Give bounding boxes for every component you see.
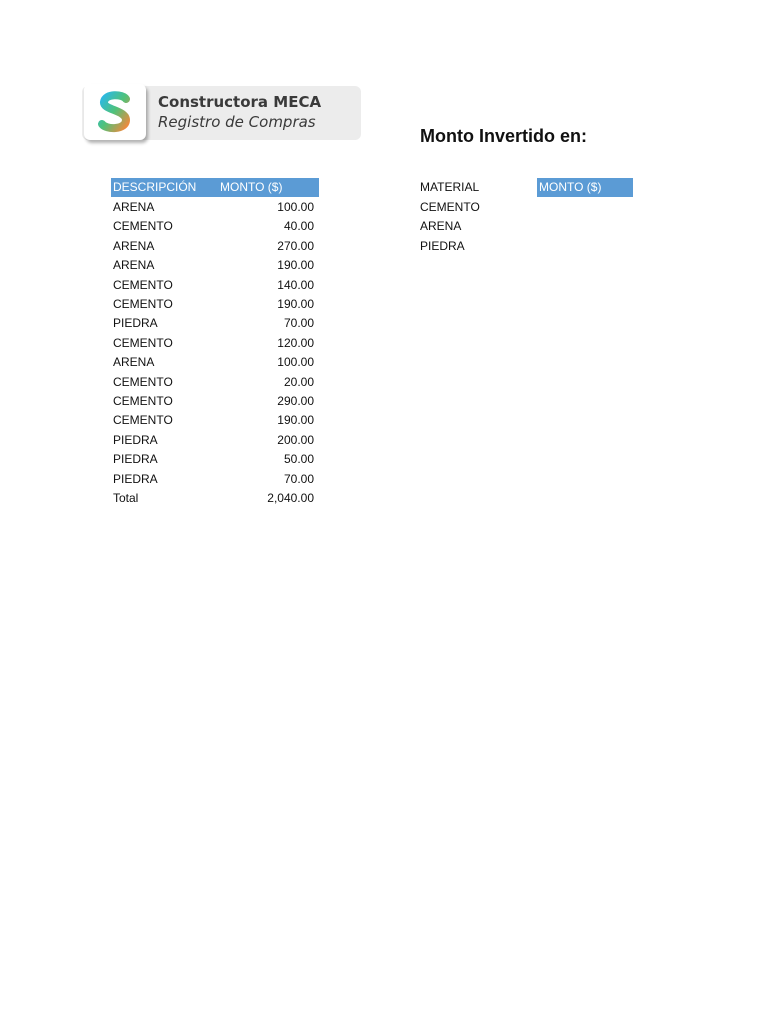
summary-material: CEMENTO <box>420 200 480 214</box>
purchase-description: PIEDRA <box>113 452 158 467</box>
purchase-description: PIEDRA <box>113 432 158 447</box>
purchase-description: CEMENTO <box>113 219 173 234</box>
purchase-description: CEMENTO <box>113 413 173 428</box>
purchase-amount: 20.00 <box>283 374 314 389</box>
purchase-description: ARENA <box>113 200 155 214</box>
summary-title: Monto Invertido en: <box>420 126 587 146</box>
total-label: Total <box>113 491 139 505</box>
purchase-amount: 120.00 <box>277 335 314 350</box>
purchase-description: CEMENTO <box>113 277 173 292</box>
purchase-amount: 190.00 <box>277 258 314 273</box>
purchase-description: PIEDRA <box>113 471 158 486</box>
col-description-header: DESCRIPCIÓN <box>113 180 197 194</box>
purchase-amount: 190.00 <box>277 413 314 428</box>
purchase-amount: 100.00 <box>277 355 314 370</box>
summary-material: ARENA <box>420 219 462 234</box>
purchase-description: ARENA <box>113 355 155 370</box>
company-name: Constructora MECA <box>158 93 322 111</box>
purchases-header-row <box>111 178 319 197</box>
purchase-description: PIEDRA <box>113 316 158 331</box>
col-material-header: MATERIAL <box>420 180 480 194</box>
purchase-amount: 290.00 <box>277 394 314 408</box>
purchase-amount: 70.00 <box>283 316 314 331</box>
purchase-description: CEMENTO <box>113 297 173 311</box>
purchase-amount: 190.00 <box>277 297 314 311</box>
purchase-amount: 270.00 <box>277 238 314 253</box>
summary-amount-header <box>537 178 633 197</box>
summary-amount-header-label: MONTO ($) <box>539 180 602 194</box>
purchase-amount: 140.00 <box>277 277 314 292</box>
purchase-amount: 50.00 <box>283 452 314 467</box>
sheet-subtitle: Registro de Compras <box>158 113 316 131</box>
summary-material: PIEDRA <box>420 238 465 253</box>
purchase-amount: 200.00 <box>277 432 314 447</box>
purchase-description: CEMENTO <box>113 335 173 350</box>
purchase-description: ARENA <box>113 238 155 253</box>
purchase-description: CEMENTO <box>113 374 173 389</box>
purchase-amount: 100.00 <box>277 200 314 214</box>
purchase-amount: 70.00 <box>283 471 314 486</box>
purchase-description: CEMENTO <box>113 394 173 408</box>
purchase-amount: 40.00 <box>283 219 314 234</box>
company-logo <box>84 84 146 140</box>
total-value: 2,040.00 <box>267 491 314 505</box>
logo-s-icon <box>97 90 133 134</box>
col-amount-header: MONTO ($) <box>220 180 283 194</box>
purchase-description: ARENA <box>113 258 155 273</box>
